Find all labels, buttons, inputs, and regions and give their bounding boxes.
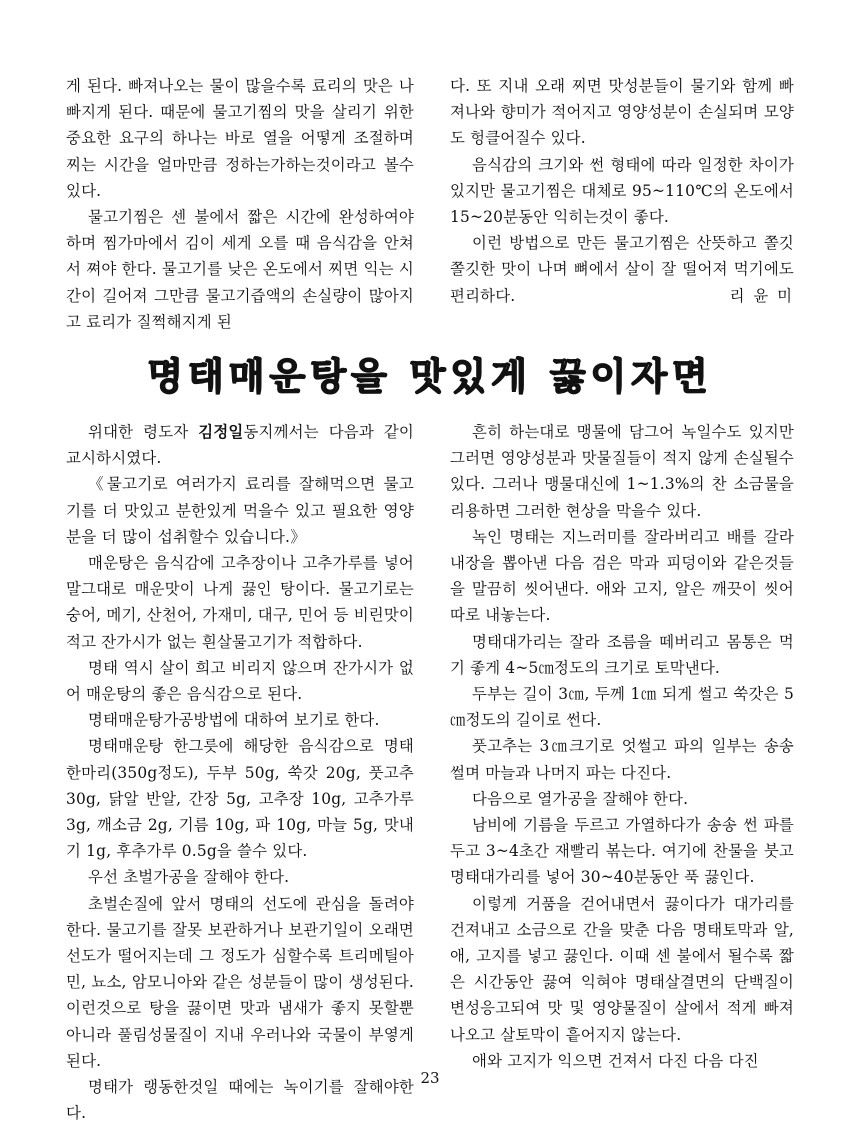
page-number: 23 [420, 1069, 440, 1087]
paragraph: 명태매운탕 한그릇에 해당한 음식감으로 명태 한마리(350g정도), 두부 50g, 쑥갓 20g, 풋고추 30g, 닭알 반알, 간장 5g, 고추장 10g, 고추가루 3g, 깨소금 2g, 기름 10g, 파 10g, 마늘 5g, 맛내기 1g, 후추가루 0.5g을 쓸수 있다. [66, 737, 414, 861]
top-left-column [66, 73, 414, 335]
top-right-column [450, 73, 794, 309]
paragraph: 이렇게 거품을 걷어내면서 끓이다가 대가리를 건져내고 소금으로 간을 맞춘 다음 명태토막과 알, 애, 고지를 넣고 끓인다. 이때 센 불에서 될수록 짧은 시간동안 끓여 익혀야 명태살결면의 단백질이 변성응고되여 맛 및 영양물질이 살에서 적게 빠져나오고 살토막이 흩어지지 않는다. [450, 894, 794, 1044]
author-name: 리 윤 미 [729, 287, 794, 305]
intro-paragraph [66, 419, 414, 471]
paragraph: 우선 초벌가공을 잘해야 한다. [88, 868, 290, 887]
intro-post: 동지께서는 다음과 같이 교시하시였다. [66, 423, 414, 468]
leader-name: 김정일 [198, 423, 244, 441]
paragraph: 풋고추는 3㎝크기로 엇썰고 파의 일부는 송송 썰며 마늘과 나머지 파는 다진다. [450, 737, 794, 782]
paragraph: 다음으로 열가공을 잘해야 한다. [472, 789, 689, 808]
paragraph: 음식감의 크기와 썬 형태에 따라 일정한 차이가 있지만 물고기찜은 대체로 95~110℃의 온도에서 15~20분동안 익히는것이 좋다. [450, 155, 794, 227]
paragraph: 녹인 명태는 지느러미를 잘라버리고 배를 갈라 내장을 뽑아낸 다음 검은 막과 피덩이와 같은것들을 말끔히 씻어낸다. 애와 고지, 알은 깨끗이 씻어 따로 내놓는다. [450, 527, 794, 625]
paragraph: 명태대가리는 잘라 조름을 떼버리고 몸통은 먹기 좋게 4~5㎝정도의 크기로 토막낸다. [450, 632, 794, 677]
paragraph: 애와 고지가 익으면 건져서 다진 다음 다진 [472, 1051, 759, 1070]
paragraph: 명태 역시 살이 희고 비리지 않으며 잔가시가 없어 매운탕의 좋은 음식감으로 된다. [66, 658, 414, 704]
paragraph: 게 된다. 빠져나오는 물이 많을수록 료리의 맛은 나빠지게 된다. 때문에 물고기찜의 맛을 살리기 위한 중요한 요구의 하나는 바로 열을 어떻게 조절하며 찌는 시간을 얼마만큼 정하는가하는것이라고 볼수 있다. [66, 77, 414, 200]
bottom-left-column [66, 419, 414, 1126]
paragraph: 다. 또 지내 오래 찌면 맛성분들이 물기와 함께 빠져나와 향미가 적어지고 영양성분이 손실되며 모양도 헝클어질수 있다. [450, 77, 794, 148]
paragraph: 명태가 랭동한것일 때에는 녹이기를 잘해야한다. [66, 1078, 414, 1123]
paragraph: 명태매운탕가공방법에 대하여 보기로 한다. [88, 711, 380, 730]
intro-pre: 위대한 령도자 [88, 423, 199, 441]
paragraph: 남비에 기름을 두르고 가열하다가 송송 썬 파를 두고 3~4초간 재빨리 볶는다. 여기에 찬물을 붓고 명태대가리를 넣어 30~40분동안 푹 끓인다. [450, 816, 794, 887]
paragraph: 두부는 길이 3㎝, 두께 1㎝ 되게 썰고 쑥갓은 5㎝정도의 길이로 썬다. [450, 685, 794, 730]
bottom-right-column [450, 419, 794, 1074]
quotation: 《물고기로 여러가지 료리를 잘해먹으면 물고기를 더 맛있고 분한있게 먹을수 있고 필요한 영양분을 더 많이 섭취할수 있습니다.》 [66, 475, 414, 546]
paragraph: 흔히 하는대로 맹물에 담그어 녹일수도 있지만 그러면 영양성분과 맛물질들이 적지 않게 손실될수 있다. 그러나 맹물대신에 1~1.3%의 찬 소금물을 리용하면 그러한 현상을 막을수 있다. [450, 423, 794, 520]
paragraph: 이런 방법으로 만든 물고기찜은 산뜻하고 쫄깃쫄깃한 맛이 나며 뼈에서 살이 잘 떨어져 먹기에도 편리하다. [450, 234, 794, 305]
article-title: 명태매운탕을 맛있게 끓이자면 [147, 355, 713, 398]
paragraph: 매운탕은 음식감에 고추장이나 고추가루를 넣어 말그대로 매운맛이 나게 끓인 탕이다. 물고기로는 숭어, 메기, 산천어, 가재미, 대구, 민어 등 비린맛이 적고 잔가시가 없는 흰살물고기가 적합하다. [66, 554, 414, 651]
paragraph: 물고기찜은 센 불에서 짧은 시간에 완성하여야 하며 찜가마에서 김이 세게 오를 때 음식감을 안쳐서 쪄야 한다. 물고기를 낮은 온도에서 찌면 익는 시간이 길어져 그만큼 물고기즙액의 손실량이 많아지고 료리가 질쩍해지게 된 [66, 208, 414, 331]
paragraph: 초벌손질에 앞서 명태의 선도에 관심을 돌려야 한다. 물고기를 잘못 보관하거나 보관기일이 오래면 선도가 떨어지는데 그 정도가 심할수록 트리메틸아민, 뇨소, 암모니아와 같은 성분들이 많이 생성된다. 이런것으로 탕을 끓이면 맛과 냄새가 좋지 못할뿐 아니라 풀림성물질이 지내 우러나와 국물이 부옇게 된다. [66, 894, 414, 1070]
